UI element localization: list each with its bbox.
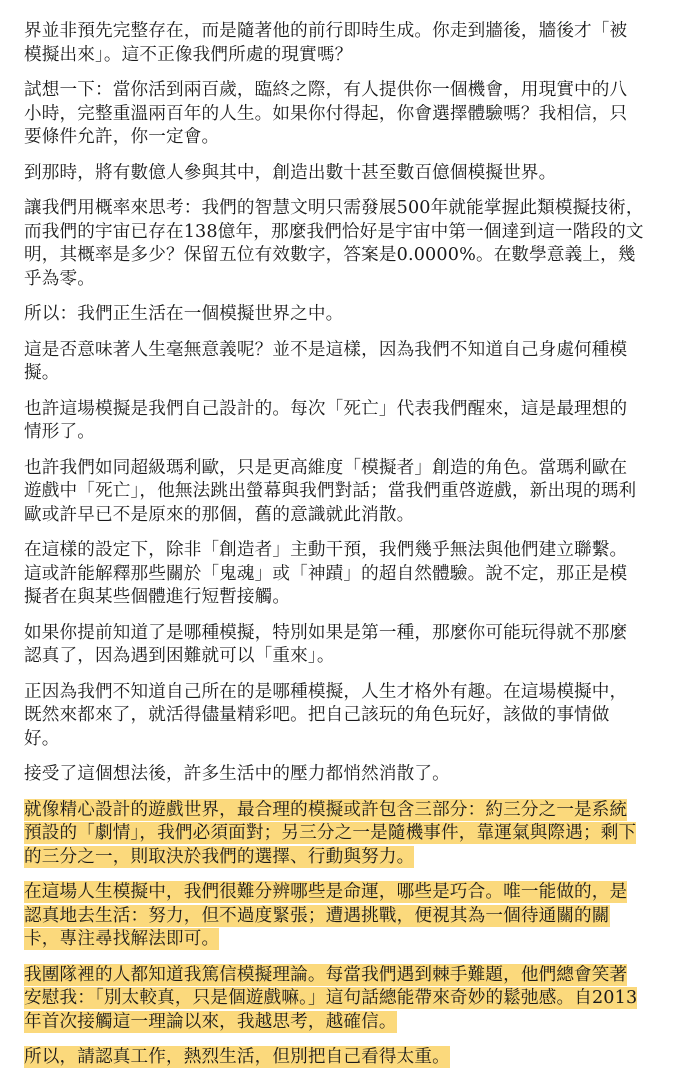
- paragraph-text: 這是否意味著人生毫無意義呢？並不是這樣，因為我們不知道自己身處何種模擬。: [24, 339, 628, 383]
- highlighted-paragraph: [24, 1046, 645, 1070]
- highlighted-paragraph: [24, 799, 645, 870]
- paragraph-text: 試想一下：當你活到兩百歲，臨終之際，有人提供你一個機會，用現實中的八小時，完整重溫兩百年的人生。如果你付得起，你會選擇體驗嗎？我相信，只要條件允許，你一定會。: [24, 80, 628, 147]
- highlighted-paragraph: [24, 881, 645, 952]
- paragraph: [24, 681, 645, 752]
- paragraph: [24, 539, 645, 610]
- highlighted-text: 在這場人生模擬中，我們很難分辨哪些是命運，哪些是巧合。唯一能做的，是認真地去生活：努力，但不過度緊張；遭遇挑戰，便視其為一個待通關的關卡，專注尋找解法即可。: [24, 882, 628, 949]
- paragraph-text: 讓我們用概率來思考：我們的智慧文明只需發展500年就能掌握此類模擬技術，而我們的宇宙已存在138億年，那麼我們恰好是宇宙中第一個達到這一階段的文明，其概率是多少？保留五位有效數字，答案是0.0000%。在數學意義上，幾乎為零。: [24, 198, 644, 289]
- highlighted-text: 所以，請認真工作，熱烈生活，但別把自己看得太重。: [24, 1047, 450, 1067]
- paragraph-text: 正因為我們不知道自己所在的是哪種模擬，人生才格外有趣。在這場模擬中，既然來都來了，就活得儘量精彩吧。把自己該玩的角色玩好，該做的事情做好。: [24, 681, 628, 749]
- paragraph-text: 接受了這個想法後，許多生活中的壓力都悄然消散了。: [24, 764, 450, 784]
- highlighted-paragraph: [24, 964, 645, 1035]
- paragraph-text: 如果你提前知道了是哪種模擬，特別如果是第一種，那麼你可能玩得就不那麼認真了，因為遇到困難就可以「重來」。: [24, 622, 628, 666]
- paragraph-text: 到那時，將有數億人參與其中，創造出數十甚至數百億個模擬世界。: [24, 162, 557, 183]
- paragraph: [24, 622, 645, 669]
- highlighted-text: 就像精心設計的遊戲世界，最合理的模擬或許包含三部分：約三分之一是系統預設的「劇情」，我們必須面對；另三分之一是隨機事件，靠運氣與際遇；剩下的三分之一，則取決於我們的選擇、行動與努力。: [24, 799, 637, 867]
- paragraph: [24, 457, 645, 528]
- paragraph: [24, 79, 645, 150]
- paragraph-text: 所以：我們正生活在一個模擬世界之中。: [24, 304, 344, 324]
- paragraph: [24, 398, 645, 445]
- paragraph: [24, 197, 645, 291]
- paragraph: [24, 339, 645, 386]
- paragraph: [24, 303, 645, 327]
- paragraph-text: 也許我們如同超級瑪利歐，只是更高維度「模擬者」創造的角色。當瑪利歐在遊戲中「死亡」，他無法跳出螢幕與我們對話；當我們重啓遊戲，新出現的瑪利歐或許早已不是原來的那個，舊的意識就此消散。: [24, 457, 637, 525]
- paragraph: [24, 162, 645, 186]
- paragraph-text: 在這樣的設定下，除非「創造者」主動干預，我們幾乎無法與他們建立聯繫。這或許能解釋那些關於「鬼魂」或「神蹟」的超自然體驗。說不定，那正是模擬者在與某些個體進行短暫接觸。: [24, 540, 628, 607]
- highlighted-text: 我團隊裡的人都知道我篤信模擬理論。每當我們遇到棘手難題，他們總會笑著安慰我：「別太較真，只是個遊戲嘛。」這句話總能帶來奇妙的鬆弛感。自2013年首次接觸這一理論以來，我越思考，越確信。: [24, 964, 638, 1032]
- paragraph-text: 界並非預先完整存在，而是隨著他的前行即時生成。你走到牆後，牆後才「被模擬出來」。這不正像我們所處的現實嗎？: [24, 21, 628, 65]
- paragraph-text: 也許這場模擬是我們自己設計的。每次「死亡」代表我們醒來，這是最理想的情形了。: [24, 398, 628, 442]
- paragraph: [24, 763, 645, 787]
- paragraph: [24, 20, 645, 67]
